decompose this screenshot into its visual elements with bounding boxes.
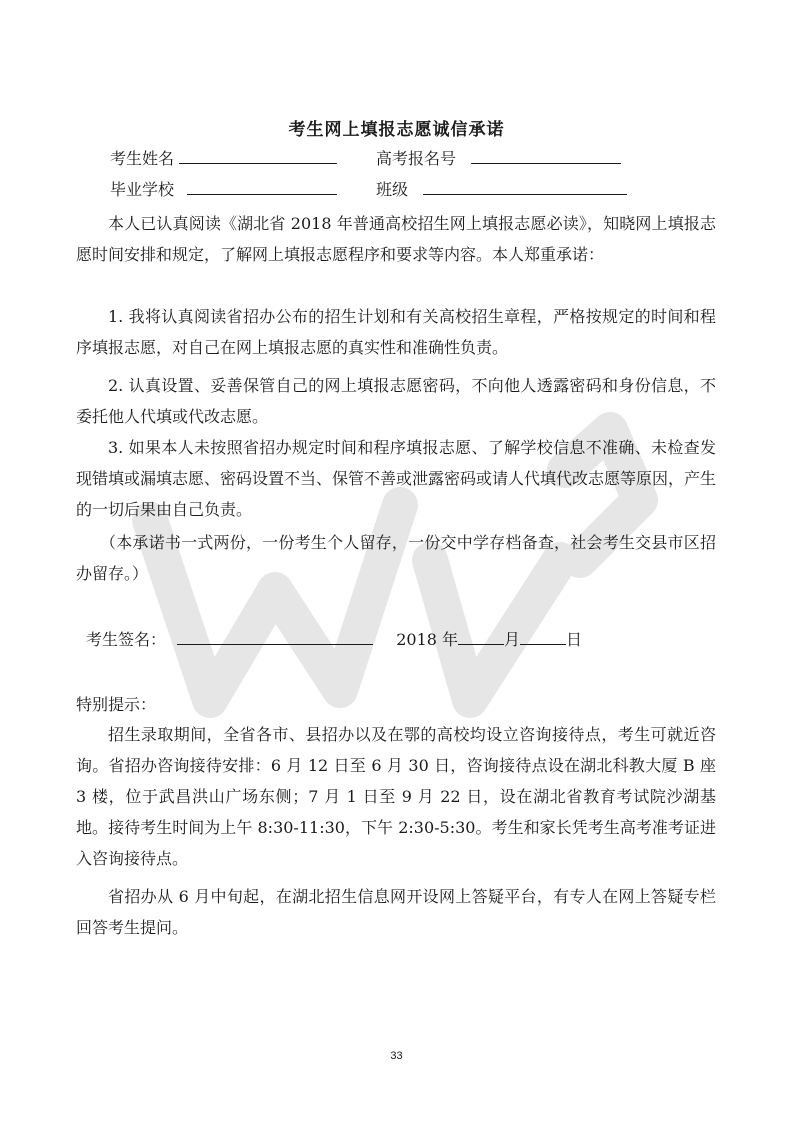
signature-row (86, 627, 582, 651)
day-blank-line[interactable] (520, 627, 566, 645)
exam-number-label: 高考报名号 (376, 149, 457, 168)
intro-paragraph: 本人已认真阅读《湖北省 2018 年普通高校招生网上填报志愿必读》，知晓网上填报志愿时间安排和规定，了解网上填报志愿程序和要求等内容。本人郑重承诺： (76, 214, 716, 264)
document-title: 考生网上填报志愿诚信承诺 (288, 120, 505, 140)
name-field-row (110, 146, 337, 170)
exam-number-blank-line[interactable] (471, 146, 621, 164)
commitment-1: 1. 我将认真阅读省招办公布的招生计划和有关高校招生章程，严格按规定的时间和程序填报志愿，对自己在网上填报志愿的真实性和准确性负责。 (76, 307, 716, 357)
school-label: 毕业学校 (110, 180, 175, 199)
signature-year: 2018 年 (396, 630, 459, 649)
name-blank-line[interactable] (179, 146, 337, 164)
tips-paragraph-2: 省招办从 6 月中旬起，在湖北招生信息网开设网上答疑平台，有专人在网上答疑专栏回答考生提问。 (76, 887, 716, 937)
exam-number-field-row (376, 146, 621, 170)
signature-label: 考生签名： (86, 630, 167, 649)
tips-heading: 特别提示： (76, 695, 157, 714)
signature-day: 日 (566, 630, 583, 649)
school-field-row (110, 177, 337, 201)
month-blank-line[interactable] (458, 627, 504, 645)
class-label: 班级 (376, 180, 409, 199)
commitment-2: 2. 认真设置、妥善保管自己的网上填报志愿密码，不向他人透露密码和身份信息，不委托他人代填或代改志愿。 (76, 376, 716, 426)
school-blank-line[interactable] (187, 177, 337, 195)
signature-month: 月 (504, 630, 521, 649)
page-number: 33 (390, 1050, 403, 1062)
commitment-3: 3. 如果本人未按照省招办规定时间和程序填报志愿、了解学校信息不准确、未检查发现错填或漏填志愿、密码设置不当、保管不善或泄露密码或请人代填代改志愿等原因，产生的一切后果由自己负责。 (76, 438, 717, 519)
class-blank-line[interactable] (423, 177, 627, 195)
class-field-row (376, 177, 627, 201)
note-paragraph: （本承诺书一式两份，一份考生个人留存，一份交中学存档备查，社会考生交县市区招办留存。） (76, 533, 716, 583)
tips-paragraph-1: 招生录取期间，全省各市、县招办以及在鄂的高校均设立咨询接待点，考生可就近咨询。省招办咨询接待安排：6 月 12 日至 6 月 30 日，咨询接待点设在湖北科教大厦 B 座 3 楼，位于武昌洪山广场东侧；7 月 1 日至 9 月 22 日，设在湖北省教育考试院沙湖基地。接待考生时间为上午 8:30-11:30，下午 2:30-5:30。考生和家长凭考生高考准考证进入咨询接待点。 (76, 725, 716, 868)
signature-blank-line[interactable] (177, 627, 373, 645)
name-label: 考生姓名 (110, 149, 175, 168)
